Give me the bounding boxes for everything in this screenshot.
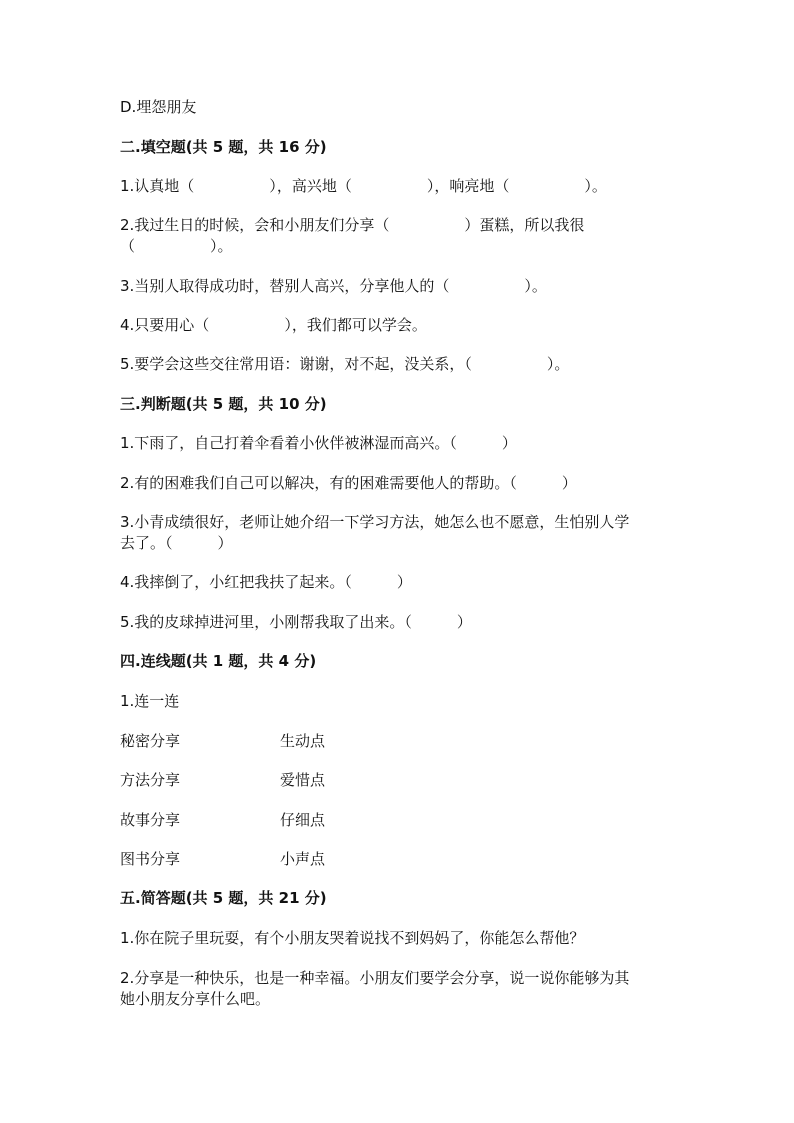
section-4-title: 四.连线题(共 1 题，共 4 分): [120, 652, 317, 670]
fill-q5: 5.要学会这些交往常用语：谢谢，对不起，没关系，（ ）。: [120, 355, 570, 373]
match-right-4: 小声点: [280, 850, 326, 868]
match-left-1: 秘密分享: [120, 732, 181, 750]
match-right-1: 生动点: [280, 732, 326, 750]
section-5-title: 五.简答题(共 5 题，共 21 分): [120, 889, 327, 907]
match-left-2: 方法分享: [120, 771, 181, 789]
section-3-title: 三.判断题(共 5 题，共 10 分): [120, 395, 327, 413]
option-d: D.埋怨朋友: [120, 98, 197, 116]
fill-q4: 4.只要用心（ ），我们都可以学会。: [120, 316, 427, 334]
short-q1: 1.你在院子里玩耍，有个小朋友哭着说找不到妈妈了，你能怎么帮他？: [120, 929, 585, 947]
section-2-title: 二.填空题(共 5 题，共 16 分): [120, 138, 327, 156]
judge-q2: 2.有的困难我们自己可以解决，有的困难需要他人的帮助。（ ）: [120, 474, 577, 492]
match-left-4: 图书分享: [120, 850, 181, 868]
fill-q1: 1.认真地（ ），高兴地（ ），响亮地（ ）。: [120, 177, 607, 195]
match-right-3: 仔细点: [280, 811, 326, 829]
short-q2-line1: 2.分享是一种快乐，也是一种幸福。小朋友们要学会分享，说一说你能够为其: [120, 969, 630, 987]
match-q1: 1.连一连: [120, 692, 180, 710]
short-q2-line2: 她小朋友分享什么吧。: [120, 990, 271, 1008]
fill-q2-line1: 2.我过生日的时候，会和小朋友们分享（ ）蛋糕，所以我很: [120, 216, 585, 234]
fill-q3: 3.当别人取得成功时，替别人高兴，分享他人的（ ）。: [120, 277, 547, 295]
judge-q1: 1.下雨了，自己打着伞看着小伙伴被淋湿而高兴。（ ）: [120, 434, 517, 452]
fill-q2-line2: （ ）。: [120, 237, 233, 255]
judge-q3-line1: 3.小青成绩很好，老师让她介绍一下学习方法，她怎么也不愿意，生怕别人学: [120, 513, 630, 531]
judge-q4: 4.我摔倒了，小红把我扶了起来。（ ）: [120, 573, 412, 591]
judge-q5: 5.我的皮球掉进河里，小刚帮我取了出来。（ ）: [120, 613, 472, 631]
judge-q3-line2: 去了。（ ）: [120, 534, 233, 552]
match-right-2: 爱惜点: [280, 771, 326, 789]
match-left-3: 故事分享: [120, 811, 181, 829]
